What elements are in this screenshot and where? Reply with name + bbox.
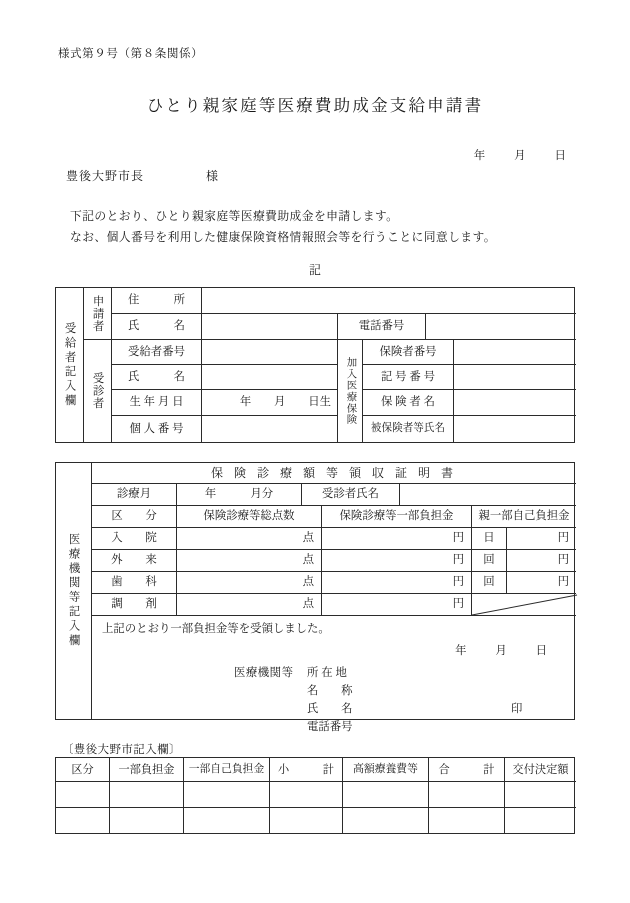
page-title: ひとり親家庭等医療費助成金支給申請書 [146,96,484,115]
my-number-label: 個 人 番 号 [129,422,184,435]
city-header-category [56,758,109,782]
table-row[interactable] [56,808,109,833]
row-partial-dental-unit: 円 [452,576,464,589]
table-row[interactable] [109,808,183,833]
column-header-total-points [176,506,321,528]
table-row[interactable] [183,782,269,808]
receipt-date-day: 日 [535,645,547,657]
row-category-inpatient [91,528,176,550]
table-row[interactable] [183,808,269,833]
row-partial-outpatient-unit: 円 [452,554,464,567]
city-header-self-payment [183,758,269,782]
column-header-category [91,506,176,528]
column-header-partial-payment [321,506,471,528]
phone-label-cell [337,314,425,340]
insurer-name-label: 保 険 者 名 [380,396,436,409]
phone-value-cell[interactable] [425,314,576,340]
applicant-name-label-cell [111,314,201,340]
row-points-outpatient-unit: 点 [302,554,314,567]
column-header-parent-self-payment [471,506,576,528]
row-count-inpatient-unit: 日 [483,532,495,545]
row-partial-dispensing[interactable] [321,594,471,616]
table-row[interactable] [342,808,428,833]
patient-label-cell [83,340,111,442]
treatment-month-value: 年 月分 [204,488,274,501]
row-count-outpatient[interactable] [471,550,506,572]
diagonal-strike-icon [472,594,577,616]
addressee-honorific: 様 [206,169,219,183]
applicant-name-label: 氏 名 [128,320,185,333]
medical-patient-name-label: 受診者氏名 [322,488,379,501]
table-row[interactable] [56,782,109,808]
seal-mark: 印 [511,703,523,715]
institution-field-person-label: 氏 名 [307,703,353,715]
city-header-partial-payment [109,758,183,782]
phone-label: 電話番号 [358,320,405,333]
city-header-granted-amount-label: 交付決定額 [512,763,569,776]
row-partial-inpatient[interactable] [321,528,471,550]
institution-name-value[interactable] [372,684,537,699]
row-points-dental[interactable] [176,572,321,594]
city-header-category-label: 区分 [71,763,94,776]
row-parent-outpatient[interactable] [506,550,576,572]
table-row[interactable] [269,782,342,808]
addressee-name: 豊後大野市長 [66,169,145,183]
table-row[interactable] [428,782,504,808]
row-count-dental-unit: 回 [483,576,495,589]
city-header-subtotal-label: 小 計 [278,763,334,776]
institution-address-value[interactable] [372,666,537,681]
row-partial-outpatient[interactable] [321,550,471,572]
symbol-number-label: 記 号 番 号 [380,370,436,383]
row-count-dental[interactable] [471,572,506,594]
row-points-inpatient[interactable] [176,528,321,550]
city-section-label: 〔豊後大野市記入欄〕 [62,744,181,756]
row-points-inpatient-unit: 点 [302,532,314,545]
applicant-name-value-cell[interactable] [201,314,337,340]
symbol-number-value-cell[interactable] [453,365,576,390]
row-partial-dental[interactable] [321,572,471,594]
treatment-month-value-cell[interactable] [176,484,301,506]
patient-name-value-cell[interactable] [201,365,337,390]
receipt-date-line [92,644,547,658]
receipt-statement: 上記のとおり一部負担金等を受領しました。 [102,623,330,635]
body-text-line-1: 下記のとおり、ひとり親家庭等医療費助成金を申請します。 [70,209,399,223]
table-row[interactable] [109,782,183,808]
medical-section-label: 医療機関等記入欄 [67,533,80,649]
row-parent-inpatient[interactable] [506,528,576,550]
recipient-number-label-cell [111,340,201,365]
address-value-cell[interactable] [201,288,576,314]
recipient-number-label: 受給者番号 [128,345,185,358]
submission-date-line [0,147,566,163]
receipt-date-month: 月 [495,645,507,657]
receipt-title: 保 険 診 療 額 等 領 収 証 明 書 [210,465,457,480]
medical-section-label-cell [56,463,91,719]
insured-name-label-cell [362,416,453,442]
city-header-subtotal [269,758,342,782]
insurance-label: 加入医療保険 [344,356,356,426]
institution-field-name-label: 名 称 [307,685,353,697]
my-number-value-cell[interactable] [201,416,337,442]
recipient-number-value-cell[interactable] [201,340,337,365]
institution-field-address-label: 所 在 地 [307,667,347,679]
city-header-self-payment-label: 一部自己負担金 [188,762,265,775]
patient-label: 受診者 [91,372,104,410]
insurer-name-value-cell[interactable] [453,390,576,416]
city-table [55,757,575,834]
row-parent-dispensing-struck [471,594,576,616]
city-header-granted-amount [504,758,576,782]
birthdate-label: 生 年 月 日 [129,396,184,409]
ki-marker: 記 [308,263,321,277]
birthdate-value-cell[interactable] [201,390,337,416]
table-row[interactable] [428,808,504,833]
applicant-section-label: 受給者記入欄 [63,321,76,409]
institution-field-phone-label: 電話番号 [307,721,353,733]
my-number-label-cell [111,416,201,442]
institution-person-value[interactable] [372,702,502,717]
birthdate-value: 年 月 日生 [239,396,331,409]
table-row[interactable] [504,782,576,808]
row-category-dispensing [91,594,176,616]
applicant-label: 申請者 [91,294,104,333]
table-row[interactable] [504,808,576,833]
city-header-high-cost [342,758,428,782]
row-points-outpatient[interactable] [176,550,321,572]
column-header-parent-self-payment-label: 親一部自己負担金 [478,510,570,523]
applicant-section-label-cell [56,288,83,442]
row-parent-dental[interactable] [506,572,576,594]
table-row[interactable] [269,808,342,833]
medical-patient-name-label-cell [301,484,399,506]
row-category-dispensing-label: 調 剤 [111,598,157,611]
insurer-number-label-cell [362,340,453,365]
patient-name-label-cell [111,365,201,390]
column-header-category-label: 区 分 [111,510,157,523]
medical-patient-name-value-cell[interactable] [399,484,576,506]
date-day-label: 日 [554,150,566,162]
insurer-number-value-cell[interactable] [453,340,576,365]
city-header-total-label: 合 計 [438,763,495,776]
medical-institution-table [55,462,575,733]
birthdate-label-cell [111,390,201,416]
row-points-dispensing-unit: 点 [302,598,314,611]
insured-name-value-cell[interactable] [453,416,576,442]
row-partial-dispensing-unit: 円 [452,598,464,611]
treatment-month-label-cell [91,484,176,506]
row-points-dispensing[interactable] [176,594,321,616]
row-category-inpatient-label: 入 院 [111,532,157,545]
form-number: 様式第９号（第８条関係） [58,48,204,60]
receipt-title-cell [91,463,576,484]
row-parent-outpatient-unit: 円 [557,554,569,567]
receipt-date-year: 年 [455,645,467,657]
address-label: 住 所 [128,294,185,307]
applicant-table [55,287,575,443]
address-label-cell [111,288,201,314]
row-count-inpatient[interactable] [471,528,506,550]
insurance-label-cell [337,340,362,442]
receipt-statement-block [91,616,576,733]
row-category-outpatient-label: 外 来 [111,554,157,567]
treatment-month-label: 診療月 [116,488,152,501]
date-year-label: 年 [473,150,486,162]
table-row[interactable] [342,782,428,808]
symbol-number-label-cell [362,365,453,390]
city-header-partial-payment-label: 一部負担金 [118,763,175,776]
patient-name-label: 氏 名 [128,370,185,383]
city-header-total [428,758,504,782]
insurer-number-label: 保険者番号 [379,345,437,358]
institution-label: 医療機関等 [234,667,294,679]
row-parent-inpatient-unit: 円 [557,532,569,545]
row-category-outpatient [91,550,176,572]
row-partial-inpatient-unit: 円 [452,532,464,545]
row-category-dental [91,572,176,594]
column-header-partial-payment-label: 保険診療等一部負担金 [339,510,454,523]
row-parent-dental-unit: 円 [557,576,569,589]
column-header-total-points-label: 保険診療等総点数 [203,510,295,523]
institution-phone-value[interactable] [372,720,537,735]
applicant-label-cell [83,288,111,340]
city-header-high-cost-label: 高額療養費等 [353,762,418,775]
row-category-dental-label: 歯 科 [111,576,157,589]
row-count-outpatient-unit: 回 [483,554,495,567]
addressee-line [66,167,218,184]
row-points-dental-unit: 点 [302,576,314,589]
date-month-label: 月 [514,150,526,162]
insured-name-label: 被保険者等氏名 [370,423,446,435]
insurer-name-label-cell [362,390,453,416]
body-text-line-2: なお、個人番号を利用した健康保険資格情報照会等を行うことに同意します。 [70,230,496,244]
